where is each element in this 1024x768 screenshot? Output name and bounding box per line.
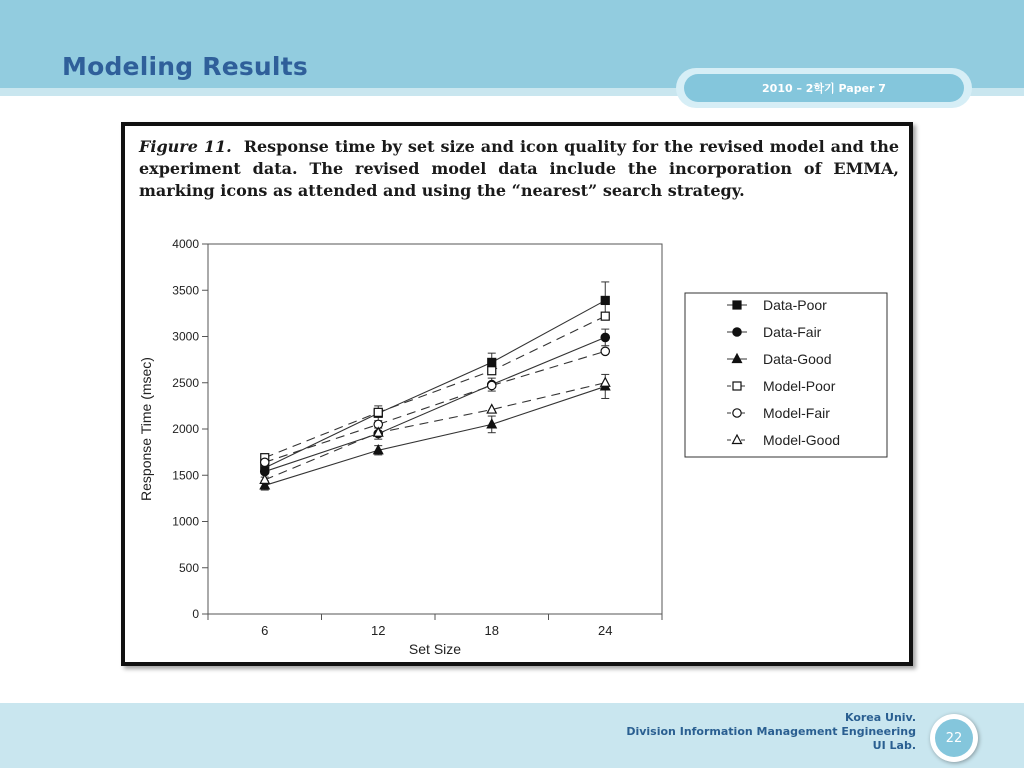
point-model-fair [261,458,269,466]
page-number-badge [930,714,978,762]
series-line-data-poor [265,300,606,467]
y-tick-label: 0 [192,607,199,621]
legend-label-model-fair: Model-Fair [763,405,830,421]
point-model-poor [601,312,609,320]
figure-label: Figure 11. [139,137,232,156]
y-axis-label: Response Time (msec) [138,357,154,501]
footer-division: Division Information Management Engineering [626,725,916,738]
legend-label-data-poor: Data-Poor [763,297,827,313]
x-tick-label: 6 [261,623,269,638]
point-data-poor [601,296,609,304]
point-model-good [601,378,610,387]
point-data-poor [488,358,496,366]
series-line-data-fair [265,337,606,471]
series-line-data-good [265,386,606,485]
legend-label-model-poor: Model-Poor [763,378,836,394]
series-line-model-fair [265,351,606,462]
y-tick-label: 1500 [172,468,199,483]
y-tick-label: 3000 [172,329,199,344]
y-tick-label: 2000 [172,422,199,436]
figure-frame [121,122,913,666]
y-tick-label: 4000 [172,237,199,251]
footer-credits [626,711,916,753]
footer-university: Korea Univ. [844,711,916,724]
plot-frame [208,244,662,614]
y-tick-label: 500 [178,560,199,575]
y-tick-label: 1000 [172,514,199,529]
x-tick-label: 24 [598,623,613,638]
point-model-fair [488,381,496,389]
legend-label-data-fair: Data-Fair [763,324,822,340]
point-data-fair [601,333,609,341]
legend-label-model-good: Model-Good [763,432,841,448]
legend-marker-data-fair [733,328,741,336]
slide-title: Modeling Results [62,52,308,81]
x-tick-label: 18 [484,623,499,638]
legend-marker-data-poor [733,301,741,309]
legend-marker-model-poor [733,382,741,390]
figure-caption-text: Response time by set size and icon quality for the revised model and the experiment data. The revised model data include the incorporation of EMMA, marking icons as attended and using the “nearest” search strategy. [139,137,900,200]
y-tick-label: 3500 [172,283,199,298]
x-axis-label: Set Size [408,641,462,657]
page-number: 22 [935,719,973,757]
session-tag: 2010 – 2학기 Paper 7 [684,74,964,102]
point-model-fair [601,347,609,355]
legend-marker-model-fair [733,409,741,417]
y-tick-label: 2500 [172,375,199,390]
series-line-model-poor [265,316,606,458]
response-time-chart [125,126,909,662]
point-model-poor [488,367,496,375]
legend-label-data-good: Data-Good [763,351,832,367]
series-line-model-good [265,383,606,480]
x-tick-label: 12 [371,623,386,638]
point-model-poor [374,408,382,416]
footer-lab: UI Lab. [872,739,916,752]
